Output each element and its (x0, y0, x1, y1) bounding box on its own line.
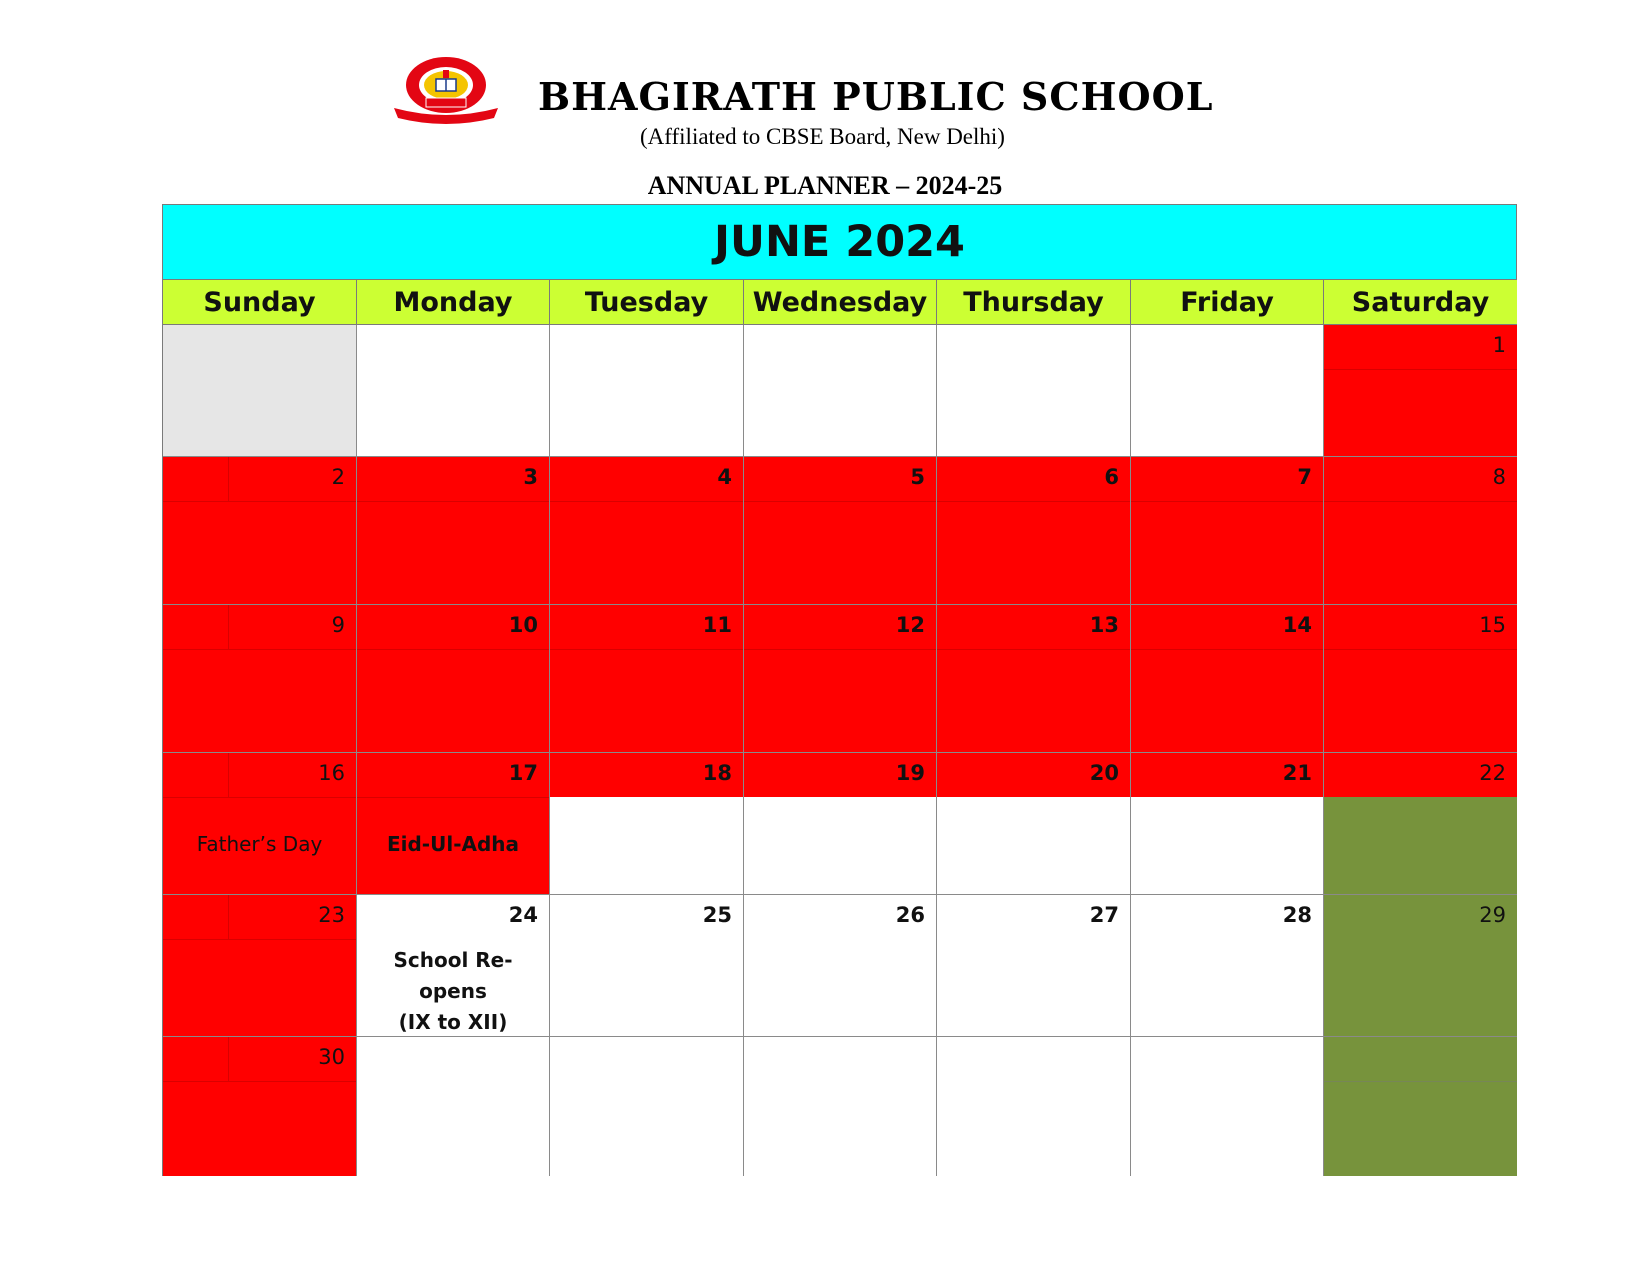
calendar-cell-day-18 (550, 753, 744, 895)
calendar-cell-empty (1131, 1037, 1324, 1176)
calendar-cell-empty (744, 325, 937, 457)
day-number: 22 (1479, 761, 1506, 785)
day-header-wednesday: Wednesday (744, 280, 937, 325)
calendar-cell-day-4 (550, 457, 744, 605)
calendar-cell-empty (357, 1037, 550, 1176)
day-number: 1 (1492, 333, 1506, 357)
calendar-cell-day-1 (1324, 325, 1517, 457)
day-number: 27 (1089, 903, 1119, 927)
day-number: 20 (1089, 761, 1119, 785)
day-number: 14 (1282, 613, 1312, 637)
calendar-cell-empty (163, 325, 357, 457)
calendar-cell-empty (937, 1037, 1131, 1176)
day-number: 18 (702, 761, 732, 785)
day-header-monday: Monday (357, 280, 550, 325)
calendar-cell-day-16 (163, 753, 357, 895)
calendar-cell-day-25 (550, 895, 744, 1037)
day-header-sunday: Sunday (163, 280, 357, 325)
calendar-cell-day-3 (357, 457, 550, 605)
day-number: 10 (508, 613, 538, 637)
calendar-cell-day-10 (357, 605, 550, 753)
calendar-cell-day-5 (744, 457, 937, 605)
day-number: 12 (895, 613, 925, 637)
day-number: 13 (1089, 613, 1119, 637)
calendar-cell-day-30 (163, 1037, 357, 1176)
calendar-cell-empty (1131, 325, 1324, 457)
day-number: 24 (508, 903, 538, 927)
calendar-cell-empty (937, 325, 1131, 457)
day-header-saturday: Saturday (1324, 280, 1517, 325)
calendar (162, 204, 1517, 1176)
day-number: 30 (318, 1045, 345, 1069)
day-header-tuesday: Tuesday (550, 280, 744, 325)
calendar-cell-day-15 (1324, 605, 1517, 753)
calendar-cell-day-20 (937, 753, 1131, 895)
calendar-cell-empty (744, 1037, 937, 1176)
calendar-cell-day-8 (1324, 457, 1517, 605)
day-number: 7 (1297, 465, 1312, 489)
day-number: 9 (331, 613, 345, 637)
day-number: 3 (523, 465, 538, 489)
month-title: JUNE 2024 (163, 205, 1516, 280)
planner-title: ANNUAL PLANNER – 2024-25 (647, 171, 1003, 200)
school-emblem-icon (390, 52, 502, 126)
calendar-cell-day-19 (744, 753, 937, 895)
day-number: 2 (331, 465, 345, 489)
school-name: BHAGIRATH PUBLIC SCHOOL (538, 74, 1214, 119)
day-number: 28 (1282, 903, 1312, 927)
calendar-cell-day-17 (357, 753, 550, 895)
day-number: 21 (1282, 761, 1312, 785)
day-number: 4 (717, 465, 732, 489)
day-number: 11 (702, 613, 732, 637)
calendar-cell-day-29 (1324, 895, 1517, 1037)
event-line: School Re- (393, 948, 513, 972)
calendar-cell-day-23 (163, 895, 357, 1037)
calendar-cell-day-24 (357, 895, 550, 1037)
day-number: 16 (318, 761, 345, 785)
day-number: 8 (1492, 465, 1506, 489)
calendar-cell-empty (550, 1037, 744, 1176)
event-fathers-day: Father’s Day (196, 832, 323, 856)
calendar-cell-day-26 (744, 895, 937, 1037)
event-line: opens (419, 979, 487, 1003)
event-line: (IX to XII) (398, 1010, 508, 1034)
calendar-cell-day-11 (550, 605, 744, 753)
calendar-cell-empty (550, 325, 744, 457)
day-header-thursday: Thursday (937, 280, 1131, 325)
calendar-cell-empty (1324, 1037, 1517, 1176)
day-number: 6 (1104, 465, 1119, 489)
calendar-cell-day-9 (163, 605, 357, 753)
calendar-cell-day-12 (744, 605, 937, 753)
calendar-cell-day-6 (937, 457, 1131, 605)
calendar-cell-day-22 (1324, 753, 1517, 895)
event-eid-ul-adha: Eid-Ul-Adha (386, 832, 520, 856)
day-number: 23 (318, 903, 345, 927)
day-number: 17 (508, 761, 538, 785)
calendar-cell-day-7 (1131, 457, 1324, 605)
day-number: 19 (895, 761, 925, 785)
calendar-cell-empty (357, 325, 550, 457)
day-number: 5 (910, 465, 925, 489)
day-number: 15 (1479, 613, 1506, 637)
calendar-cell-day-28 (1131, 895, 1324, 1037)
calendar-cell-day-21 (1131, 753, 1324, 895)
calendar-cell-day-2 (163, 457, 357, 605)
event-school-reopens (383, 945, 523, 1038)
calendar-cell-day-13 (937, 605, 1131, 753)
day-number: 26 (895, 903, 925, 927)
day-number: 29 (1479, 903, 1506, 927)
day-number: 25 (702, 903, 732, 927)
calendar-cell-day-14 (1131, 605, 1324, 753)
affiliation-text: (Affiliated to CBSE Board, New Delhi) (640, 124, 1005, 149)
day-header-friday: Friday (1131, 280, 1324, 325)
calendar-cell-day-27 (937, 895, 1131, 1037)
